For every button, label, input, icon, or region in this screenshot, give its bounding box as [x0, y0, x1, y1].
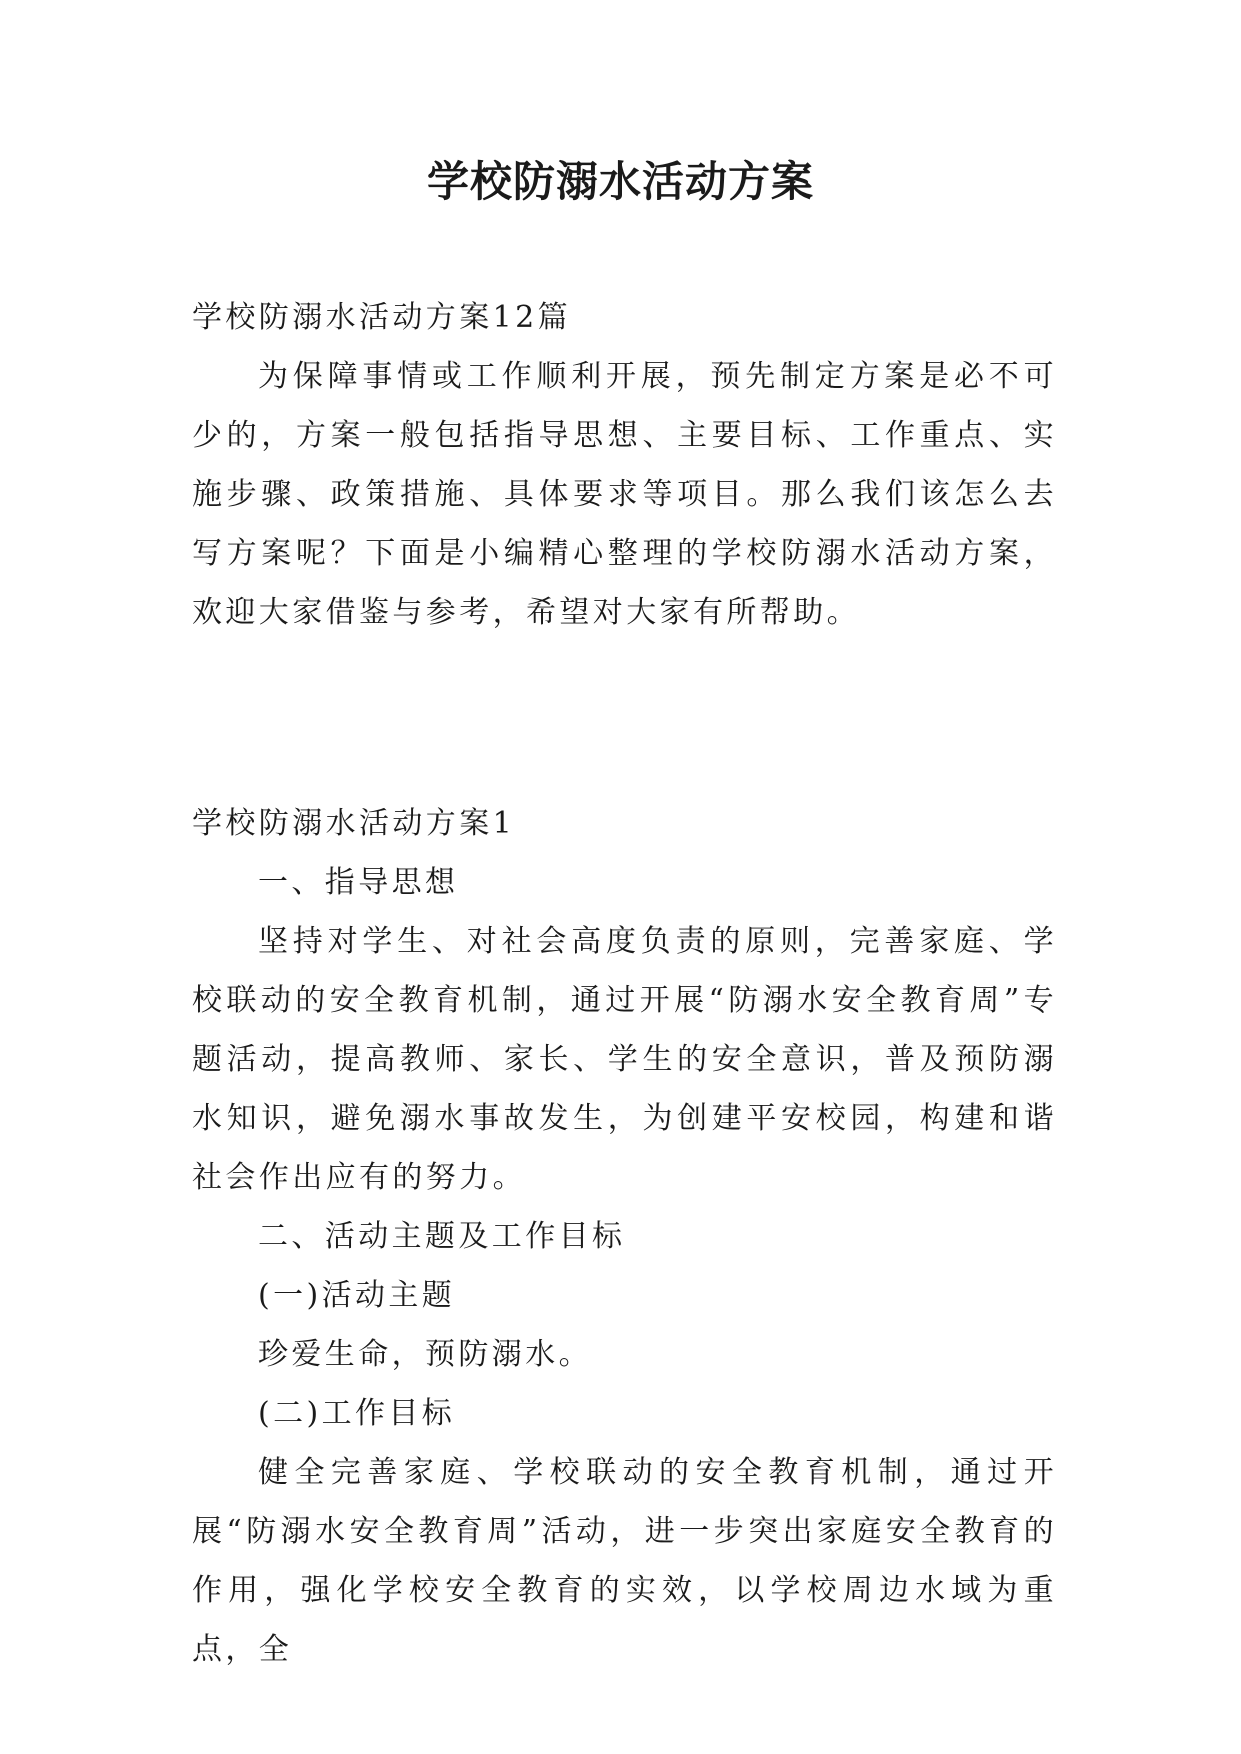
paragraph-guiding-thought: 坚持对学生、对社会高度负责的原则，完善家庭、学校联动的安全教育机制，通过开展“防溺水安全教育周”专题活动，提高教师、家长、学生的安全意识，普及预防溺水知识，避免溺水事故发生，为创建平安校园，构建和谐社会作出应有的努力。: [192, 924, 1057, 1195]
document-body: [192, 288, 1057, 1679]
subheading-work-goals: (二)工作目标: [258, 1396, 456, 1431]
activity-theme-text: 珍爱生命，预防溺水。: [258, 1337, 592, 1372]
section-title: 学校防溺水活动方案1: [192, 806, 516, 841]
paragraph-work-goals: 健全完善家庭、学校联动的安全教育机制，通过开展“防溺水安全教育周”活动，进一步突出家庭安全教育的作用，强化学校安全教育的实效，以学校周边水域为重点，全: [192, 1455, 1057, 1667]
document-subtitle: 学校防溺水活动方案12篇: [192, 300, 571, 335]
section-spacer: [192, 642, 1057, 794]
document-title: 学校防溺水活动方案: [426, 157, 814, 206]
intro-paragraph: 为保障事情或工作顺利开展，预先制定方案是必不可少的，方案一般包括指导思想、主要目标、工作重点、实施步骤、政策措施、具体要求等项目。那么我们该怎么去写方案呢？下面是小编精心整理的学校防溺水活动方案，欢迎大家借鉴与参考，希望对大家有所帮助。: [192, 359, 1057, 630]
heading-theme-goals: 二、活动主题及工作目标: [258, 1219, 626, 1254]
heading-guiding-thought: 一、指导思想: [258, 865, 459, 900]
subheading-activity-theme: (一)活动主题: [258, 1278, 456, 1313]
